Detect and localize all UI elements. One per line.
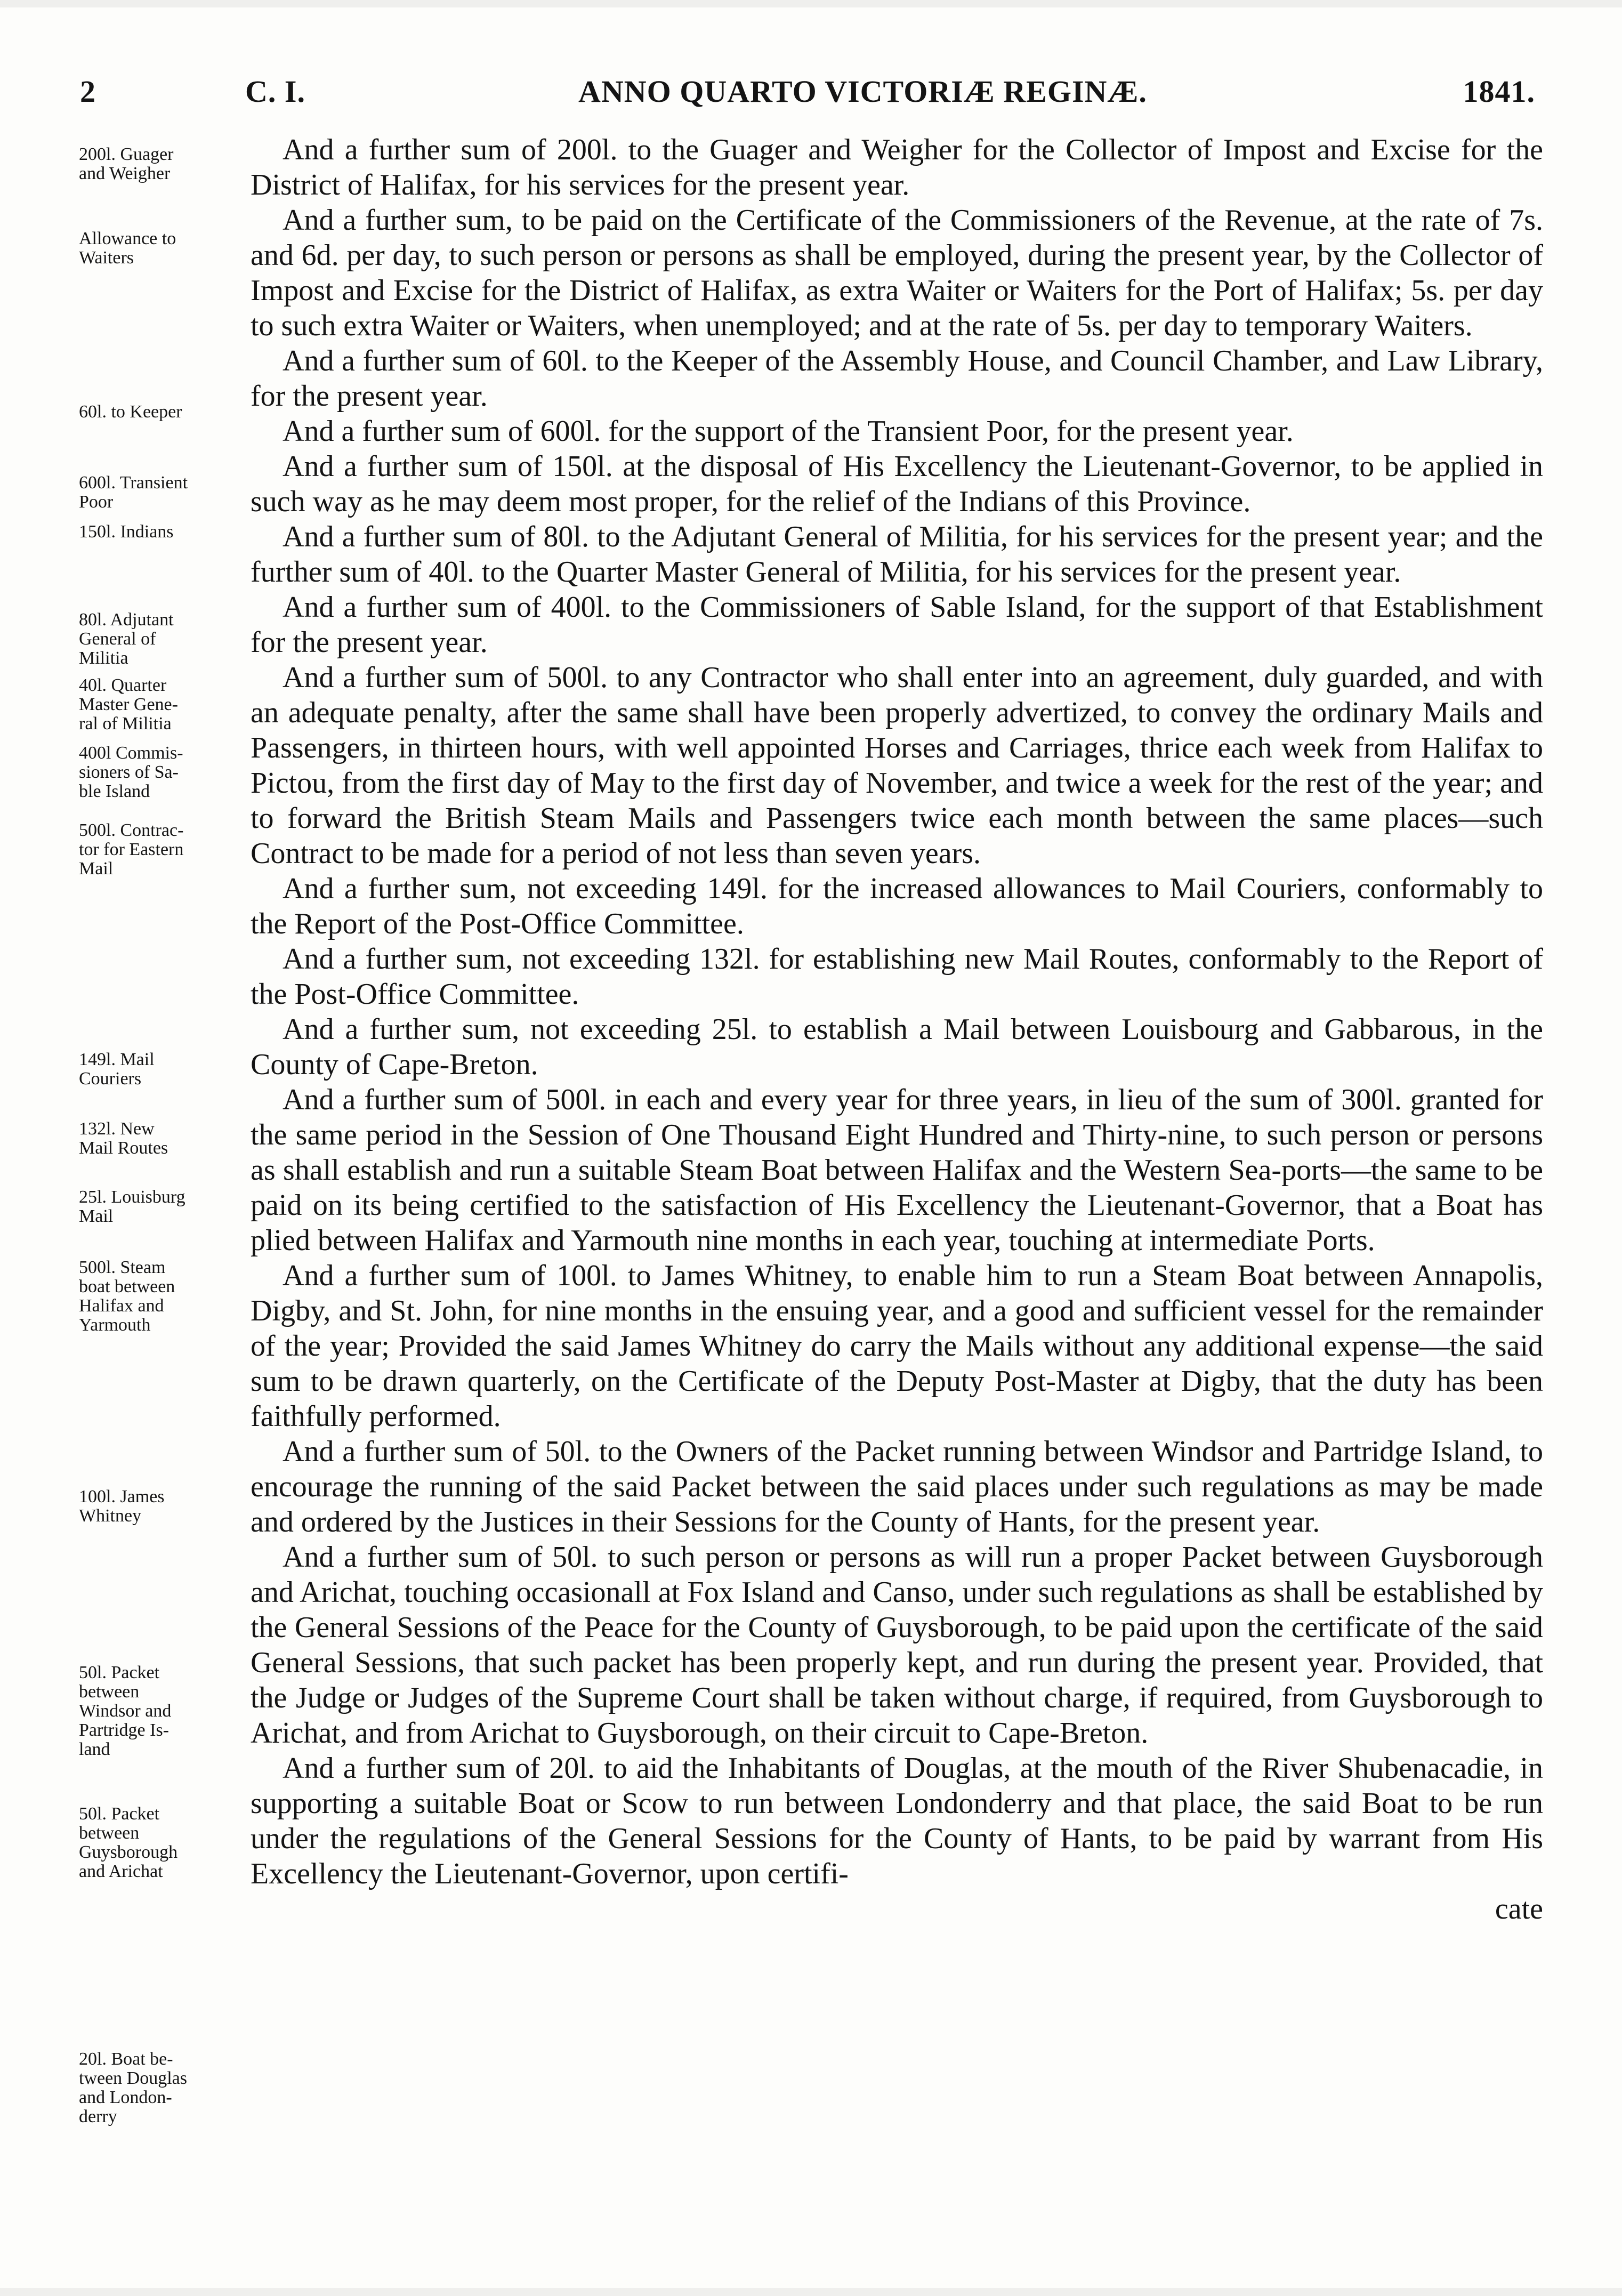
margin-note: 50l. Packet between Windsor and Partridge Is- land bbox=[79, 1663, 172, 1759]
margin-note: 40l. Quarter Master Gene- ral of Militia bbox=[79, 675, 178, 734]
body-text bbox=[251, 132, 1543, 1927]
running-title: ANNO QUARTO VICTORIÆ REGINÆ. bbox=[578, 74, 1147, 109]
margin-note: 500l. Contrac- tor for Eastern Mail bbox=[79, 820, 184, 879]
margin-note: 132l. New Mail Routes bbox=[79, 1119, 168, 1158]
margin-note: 150l. Indians bbox=[79, 522, 174, 542]
margin-note: 200l. Guager and Weigher bbox=[79, 144, 174, 183]
paragraph: And a further sum of 500l. in each and every year for three years, in lieu of the sum of 300l. granted for the same period in the Session of One Thousand Eight Hundred and Thirty-nine, to such person or persons as shall establish and run a suitable Steam Boat between Halifax and the Western Sea-ports—the same to be paid on its being certified to the satisfaction of His Excellency the Lieutenant-Governor, that a Boat has plied between Halifax and Yarmouth nine months in each year, touching at intermediate Ports. bbox=[251, 1083, 1543, 1257]
margin-note: 500l. Steam boat between Halifax and Yarmouth bbox=[79, 1258, 175, 1335]
paragraph: And a further sum of 50l. to the Owners of the Packet running between Windsor and Partridge Island, to encourage the running of the said Packet between the said places under such regulations as may be made and ordered by the Justices in their Sessions for the County of Hants, for the present year. bbox=[251, 1435, 1543, 1538]
page-header bbox=[80, 74, 1535, 116]
paragraph: And a further sum of 200l. to the Guager and Weigher for the Collector of Impost and Excise for the District of Halifax, for his services for the present year. bbox=[251, 133, 1543, 202]
margin-note: 50l. Packet between Guysborough and Arichat bbox=[79, 1804, 178, 1881]
paragraph: And a further sum of 80l. to the Adjutant General of Militia, for his services for the present year; and the further sum of 40l. to the Quarter Master General of Militia, for his services for the present year. bbox=[251, 520, 1543, 589]
scan-edge bbox=[0, 0, 1622, 7]
margin-note: Allowance to Waiters bbox=[79, 229, 176, 268]
margin-note: 400l Commis- sioners of Sa- ble Island bbox=[79, 743, 183, 801]
paragraph: And a further sum of 60l. to the Keeper of the Assembly House, and Council Chamber, and Law Library, for the present year. bbox=[251, 344, 1543, 413]
paragraph: And a further sum, not exceeding 25l. to establish a Mail between Louisbourg and Gabbarous, in the County of Cape-Breton. bbox=[251, 1013, 1543, 1081]
margin-note: 20l. Boat be- tween Douglas and London- derry bbox=[79, 2049, 188, 2126]
paragraph: And a further sum of 20l. to aid the Inhabitants of Douglas, at the mouth of the River Shubenacadie, in supporting a suitable Boat or Scow to run between Londonderry and that place, the said Boat to be run under the regulations of the General Sessions for the County of Hants, to be paid by warrant from His Excellency the Lieutenant-Governor, upon certifi- bbox=[251, 1752, 1543, 1890]
scan-edge bbox=[0, 2288, 1622, 2296]
paragraph: And a further sum of 400l. to the Commissioners of Sable Island, for the support of that Establishment for the present year. bbox=[251, 591, 1543, 659]
margin-note: 100l. James Whitney bbox=[79, 1487, 165, 1526]
chapter-label: C. I. bbox=[245, 74, 305, 109]
margin-note: 25l. Louisburg Mail bbox=[79, 1187, 185, 1226]
margin-note: 600l. Transient Poor bbox=[79, 473, 188, 512]
margin-note: 80l. Adjutant General of Militia bbox=[79, 610, 174, 668]
paragraph: And a further sum of 150l. at the disposal of His Excellency the Lieutenant-Governor, to be applied in such way as he may deem most proper, for the relief of the Indians of this Province. bbox=[251, 450, 1543, 518]
paragraph: And a further sum of 50l. to such person or persons as will run a proper Packet between Guysborough and Arichat, touching occasionall at Fox Island and Canso, under such regulations as shall be established by the General Sessions of the Peace for the County of Guysborough, to be paid upon the certificate of the said General Sessions, that such packet has been properly kept, and run during the present year. Provided, that the Judge or Judges of the Supreme Court shall be taken without charge, if required, from Guysborough to Arichat, and from Arichat to Guysborough, on their circuit to Cape-Breton. bbox=[251, 1541, 1543, 1750]
paragraph: And a further sum of 100l. to James Whitney, to enable him to run a Steam Boat between Annapolis, Digby, and St. John, for nine months in the ensuing year, and a good and sufficient vessel for the remainder of the year; Provided the said James Whitney do carry the Mails without any additional expense—the said sum to be drawn quarterly, on the Certificate of the Deputy Post-Master at Digby, that the duty has been faithfully performed. bbox=[251, 1259, 1543, 1433]
paragraph: And a further sum of 600l. for the support of the Transient Poor, for the present year. bbox=[283, 415, 1294, 448]
catchword: cate bbox=[1495, 1892, 1543, 1926]
paragraph: And a further sum, not exceeding 132l. for establishing new Mail Routes, conformably to the Report of the Post-Office Committee. bbox=[251, 942, 1543, 1011]
margin-note: 149l. Mail Couriers bbox=[79, 1050, 155, 1089]
paragraph: And a further sum, to be paid on the Certificate of the Commissioners of the Revenue, at the rate of 7s. and 6d. per day, to such person or persons as shall be employed, during the present year, by the Collector of Impost and Excise for the District of Halifax, as extra Waiter or Waiters for the Port of Halifax; 5s. per day to such extra Waiter or Waiters, when unemployed; and at the rate of 5s. per day to temporary Waiters. bbox=[251, 204, 1543, 342]
paragraph: And a further sum of 500l. to any Contractor who shall enter into an agreement, duly guarded, and with an adequate penalty, after the same shall have been properly advertized, to convey the ordinary Mails and Passengers, in thirteen hours, with well appointed Horses and Carriages, thrice each week from Halifax to Pictou, from the first day of May to the first day of November, and twice a week for the rest of the year; and to forward the British Steam Mails and Passengers twice each month between the same places—such Contract to be made for a period of not less than seven years. bbox=[251, 661, 1543, 870]
year-label: 1841. bbox=[1463, 74, 1535, 109]
margin-notes bbox=[79, 0, 233, 2296]
paragraph: And a further sum, not exceeding 149l. for the increased allowances to Mail Couriers, conformably to the Report of the Post-Office Committee. bbox=[251, 872, 1543, 940]
margin-note: 60l. to Keeper bbox=[79, 402, 182, 422]
page-number: 2 bbox=[80, 74, 96, 109]
